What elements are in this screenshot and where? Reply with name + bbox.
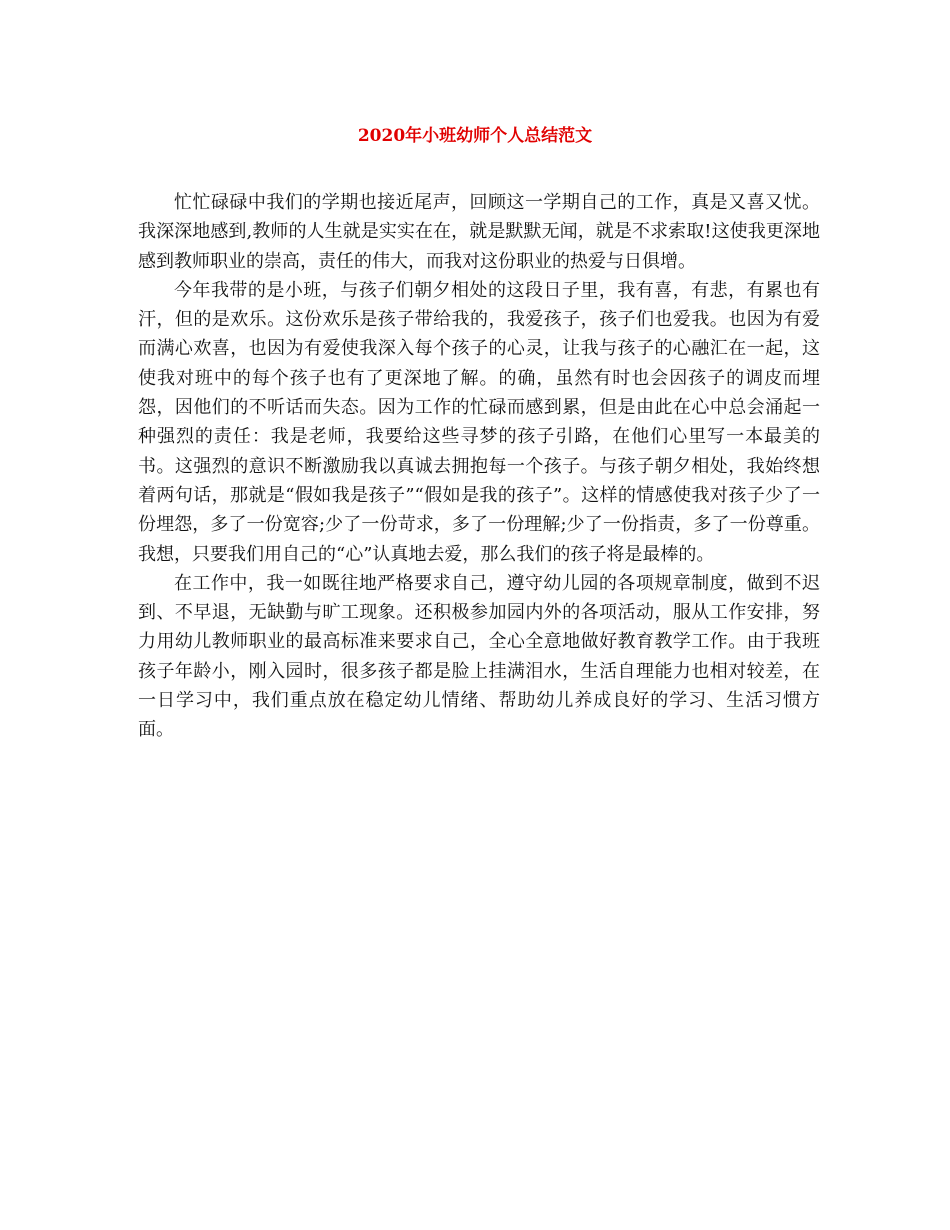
document-body	[138, 188, 820, 745]
document-title: 2020年小班幼师个人总结范文	[357, 126, 593, 146]
paragraph-3: 在工作中，我一如既往地严格要求自己，遵守幼儿园的各项规章制度，做到不迟到、不早退，无缺勤与旷工现象。还积极参加园内外的各项活动，服从工作安排，努力用幼儿教师职业的最高标准来要求自己，全心全意地做好教育教学工作。由于我班孩子年龄小，刚入园时，很多孩子都是脸上挂满泪水，生活自理能力也相对较差，在一日学习中，我们重点放在稳定幼儿情绪、帮助幼儿养成良好的学习、生活习惯方面。	[138, 572, 820, 741]
paragraph-1: 忙忙碌碌中我们的学期也接近尾声，回顾这一学期自己的工作，真是又喜又忧。我深深地感到,教师的人生就是实实在在，就是默默无闻，就是不求索取!这使我更深地感到教师职业的崇高，责任的伟大，而我对这份职业的热爱与日俱增。	[138, 192, 820, 272]
paragraph-2: 今年我带的是小班，与孩子们朝夕相处的这段日子里，我有喜，有悲，有累也有汗，但的是欢乐。这份欢乐是孩子带给我的，我爱孩子，孩子们也爱我。也因为有爱而满心欢喜，也因为有爱使我深入每个孩子的心灵，让我与孩子的心融汇在一起，这使我对班中的每个孩子也有了更深地了解。的确，虽然有时也会因孩子的调皮而埋怨，因他们的不听话而失态。因为工作的忙碌而感到累，但是由此在心中总会涌起一种强烈的责任：我是老师，我要给这些寻梦的孩子引路，在他们心里写一本最美的书。这强烈的意识不断激励我以真诚去拥抱每一个孩子。与孩子朝夕相处，我始终想着两句话，那就是“假如我是孩子”“假如是我的孩子”。这样的情感使我对孩子少了一份埋怨，多了一份宽容;少了一份苛求，多了一份理解;少了一份指责，多了一份尊重。我想，只要我们用自己的“心”认真地去爱，那么我们的孩子将是最棒的。	[138, 279, 820, 565]
